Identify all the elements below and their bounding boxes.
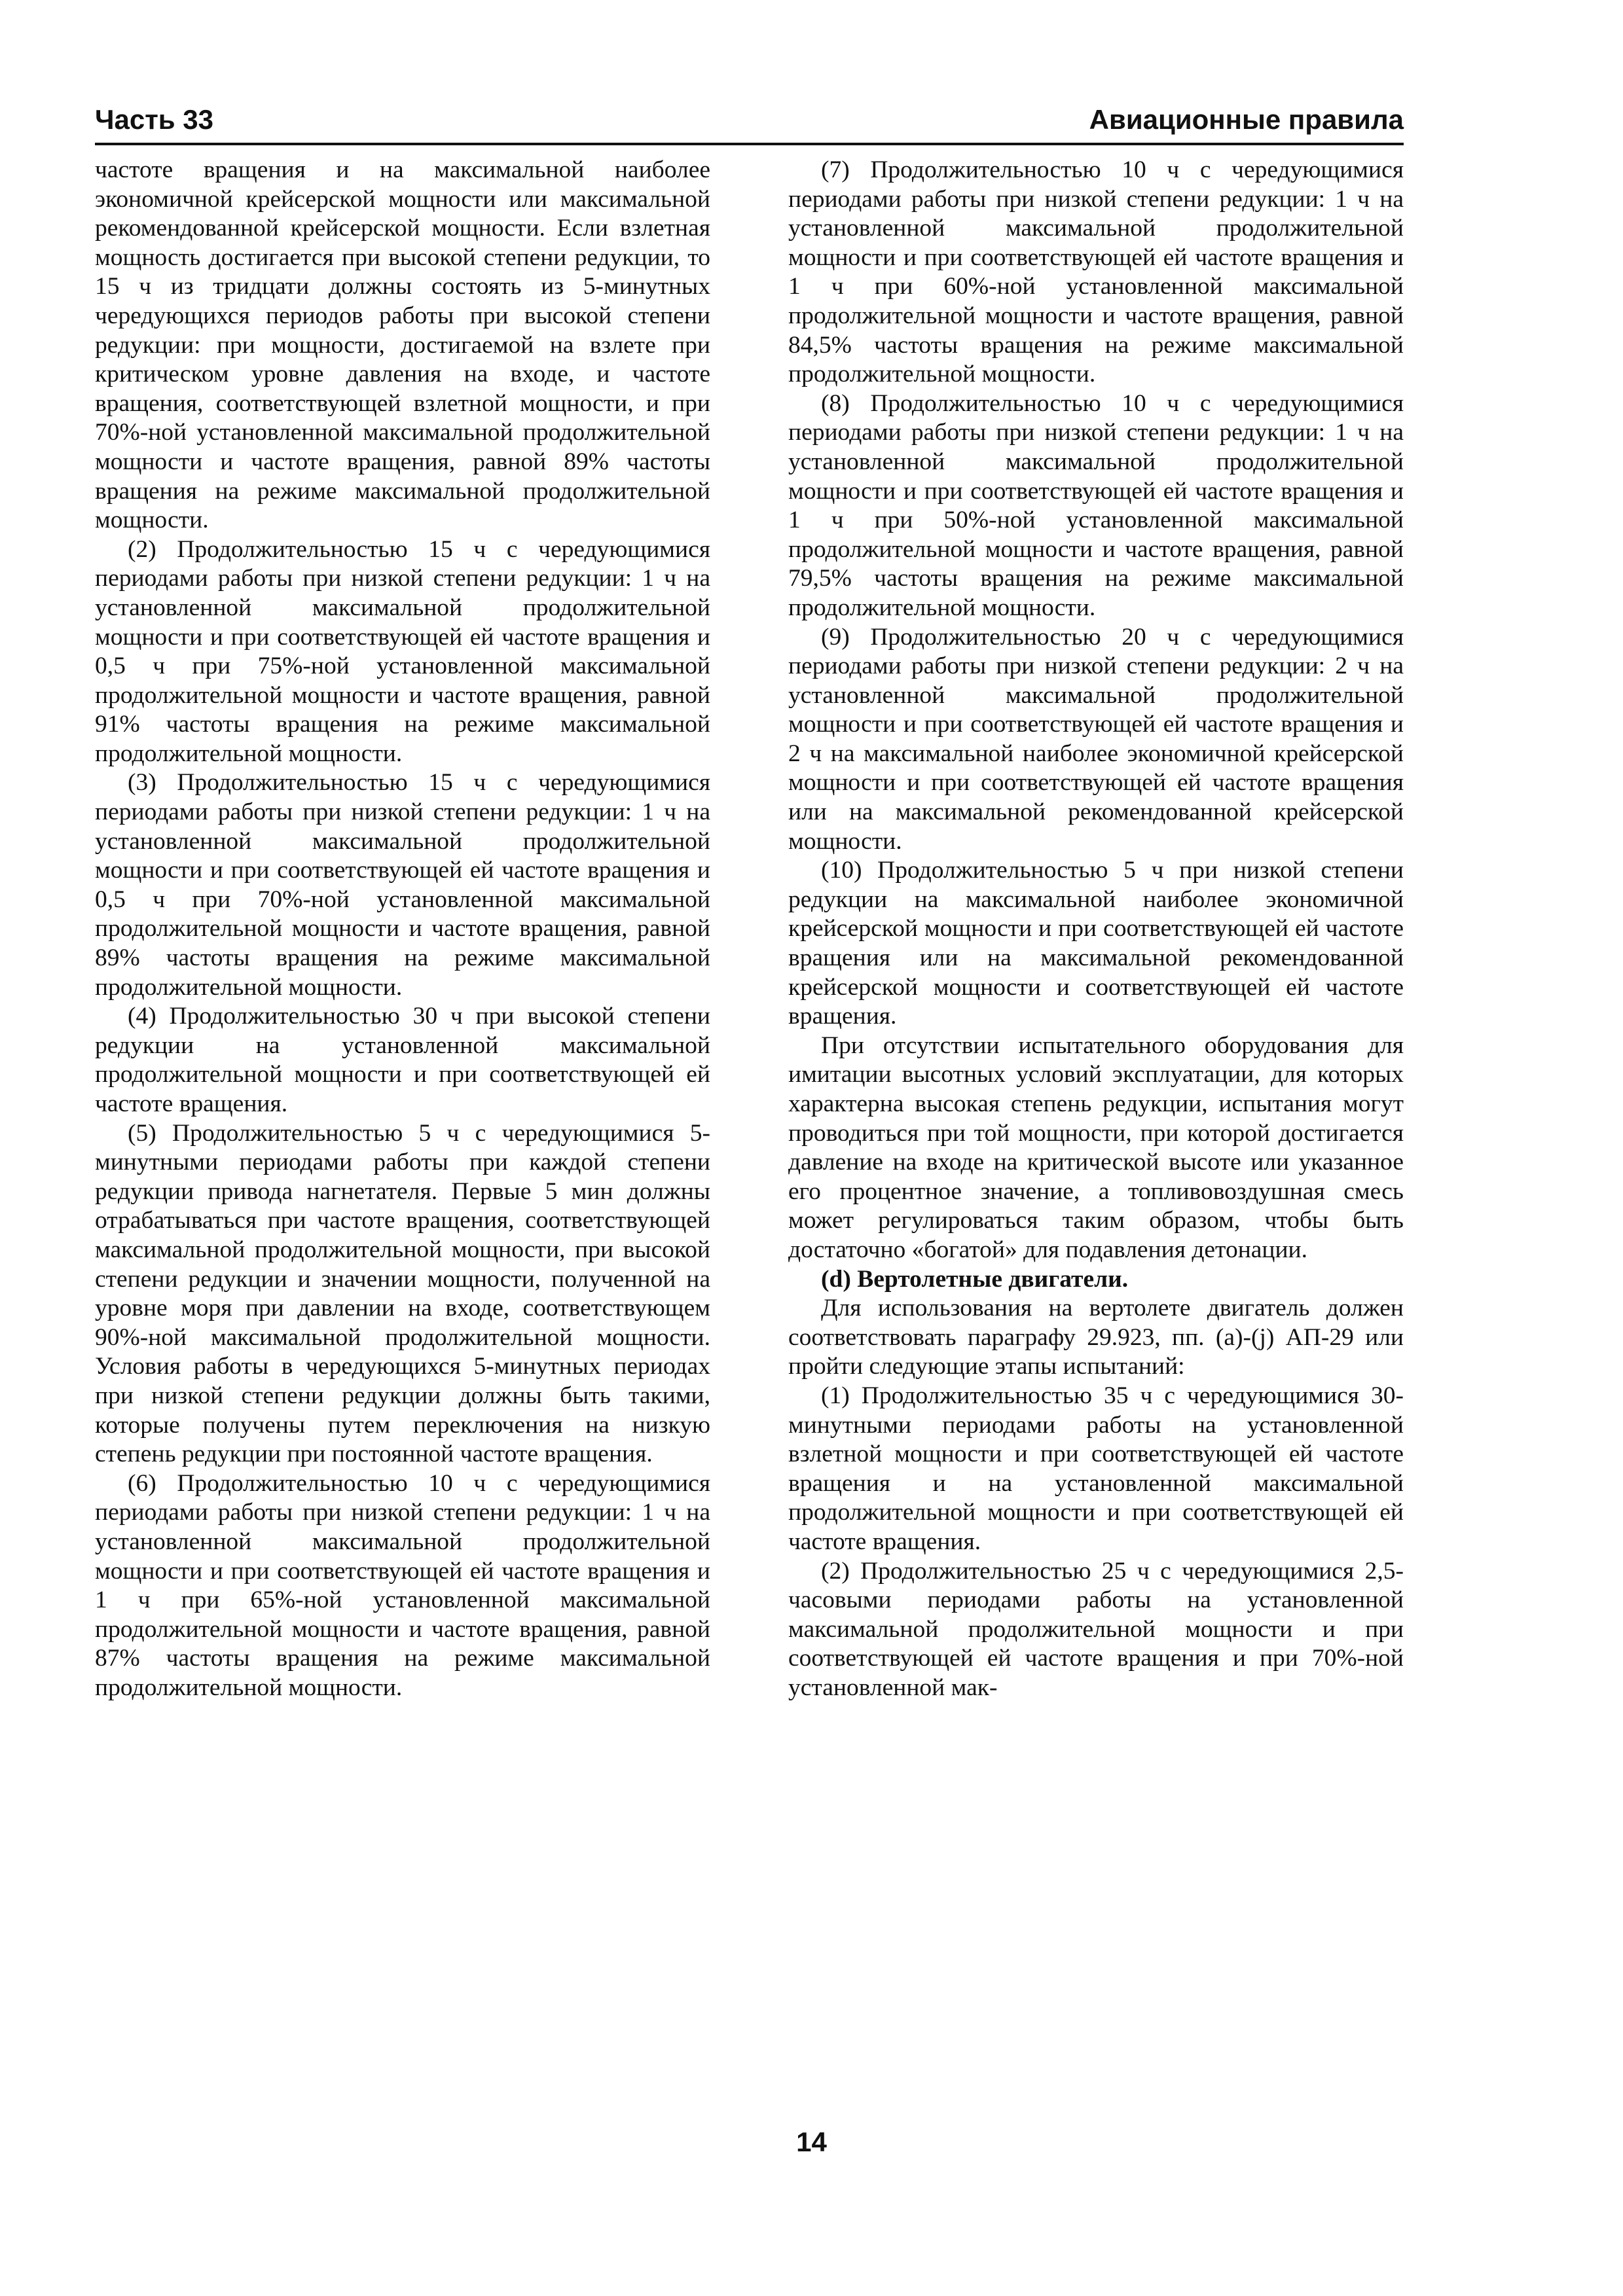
paragraph-continued: частоте вращения и на максимальной наиболее экономичной крейсерской мощности или максимальной рекомендованной крейсерской мощности. Если взлетная мощность достигается при высокой степени редукции, то 15 ч из тридцати должны состоять из 5-минутных чередующихся периодов работы при высокой степени редукции: при мощности, достигаемой на взлете при критическом уровне давления на входе, и частоте вращения, соответствующей взлетной мощности, и при 70%-ной установленной максимальной продолжительной мощности и частоте вращения, равной 89% частоты вращения на режиме максимальной продолжительной мощности. bbox=[95, 156, 710, 534]
paragraph-item-4: (4) Продолжительностью 30 ч при высокой степени редукции на установленной максимальной продолжительной мощности и при соответствующей ей частоте вращения. bbox=[95, 1003, 710, 1117]
right-column bbox=[788, 156, 1404, 1702]
paragraph-item-2: (2) Продолжительностью 15 ч с чередующимися периодами работы при низкой степени редукции: 1 ч на установленной максимальной продолжительной мощности и при соответствующей ей частоте вращения и 0,5 ч при 75%-ной установленной максимальной продолжительной мощности и частоте вращения, равной 91% частоты вращения на режиме максимальной продолжительной мощности. bbox=[95, 535, 710, 767]
paragraph-helicopter-item-1: (1) Продолжительностью 35 ч с чередующимися 30-минутными периодами работы на установленной взлетной мощности и при соответствующей ей частоте вращения и на установленной максимальной продолжительной мощности и при соответствующей ей частоте вращения. bbox=[788, 1382, 1404, 1555]
paragraph-item-8: (8) Продолжительностью 10 ч с чередующимися периодами работы при низкой степени редукции: 1 ч на установленной максимальной продолжительной мощности и при соответствующей ей частоте вращения и 1 ч при 50%-ной установленной максимальной продолжительной мощности и частоте вращения, равной 79,5% частоты вращения на режиме максимальной продолжительной мощности. bbox=[788, 389, 1404, 621]
paragraph-item-6: (6) Продолжительностью 10 ч с чередующимися периодами работы при низкой степени редукции: 1 ч на установленной максимальной продолжительной мощности и при соответствующей ей частоте вращения и 1 ч при 65%-ной установленной максимальной продолжительной мощности и частоте вращения, равной 87% частоты вращения на режиме максимальной продолжительной мощности. bbox=[95, 1469, 710, 1701]
running-header-title: Авиационные правила bbox=[1089, 104, 1404, 135]
paragraph-note: При отсутствии испытательного оборудования для имитации высотных условий эксплуатации, для которых характерна высокая степень редукции, испытания могут проводиться при той мощности, при которой достигается давление на входе на критической высоте или указанное его процентное значение, а топливовоздушная смесь может регулироваться таким образом, чтобы быть достаточно «богатой» для подавления детонации. bbox=[788, 1031, 1404, 1263]
section-heading-helicopter-engines: (d) Вертолетные двигатели. bbox=[821, 1265, 1129, 1293]
paragraph-helicopter-intro: Для использования на вертолете двигатель должен соответствовать параграфу 29.923, пп. (a)-(j) АП-29 или пройти следующие этапы испытаний: bbox=[788, 1295, 1404, 1380]
paragraph-item-9: (9) Продолжительностью 20 ч с чередующимися периодами работы при низкой степени редукции: 2 ч на установленной максимальной продолжительной мощности и при соответствующей ей частоте вращения и 2 ч на максимальной наиболее экономичной крейсерской мощности и при соответствующей ей частоте вращения или на максимальной рекомендованной крейсерской мощности. bbox=[788, 623, 1404, 855]
paragraph-helicopter-item-2: (2) Продолжительностью 25 ч с чередующимися 2,5-часовыми периодами работы на установленной максимальной продолжительной мощности и при соответствующей ей частоте вращения и при 70%-ной установленной мак- bbox=[788, 1557, 1404, 1701]
paragraph-item-3: (3) Продолжительностью 15 ч с чередующимися периодами работы при низкой степени редукции: 1 ч на установленной максимальной продолжительной мощности и при соответствующей ей частоте вращения и 0,5 ч при 70%-ной установленной максимальной продолжительной мощности и частоте вращения, равной 89% частоты вращения на режиме максимальной продолжительной мощности. bbox=[95, 769, 710, 1001]
paragraph-item-5: (5) Продолжительностью 5 ч с чередующимися 5-минутными периодами работы при каждой степени редукции привода нагнетателя. Первые 5 мин должны отрабатываться при частоте вращения, соответствующей максимальной продолжительной мощности, при высокой степени редукции и значении мощности, полученной на уровне моря при давлении на входе, соответствующем 90%-ной максимальной продолжительной мощности. Условия работы в чередующихся 5-минутных периодах при низкой степени редукции должны быть такими, которые получены путем переключения на низкую степень редукции при постоянной частоте вращения. bbox=[95, 1119, 710, 1468]
left-column bbox=[95, 156, 710, 1702]
paragraph-item-7: (7) Продолжительностью 10 ч с чередующимися периодами работы при низкой степени редукции: 1 ч на установленной максимальной продолжительной мощности и при соответствующей ей частоте вращения и 1 ч при 60%-ной установленной максимальной продолжительной мощности и частоте вращения, равной 84,5% частоты вращения на режиме максимальной продолжительной мощности. bbox=[788, 156, 1404, 388]
paragraph-item-10: (10) Продолжительностью 5 ч при низкой степени редукции на максимальной наиболее экономичной крейсерской мощности и при соответствующей ей частоте вращения или на максимальной рекомендованной крейсерской мощности и соответствующей ей частоте вращения. bbox=[788, 857, 1404, 1030]
header-rule bbox=[95, 143, 1404, 145]
running-header-part: Часть 33 bbox=[95, 104, 214, 135]
page-number: 14 bbox=[796, 2126, 827, 2157]
